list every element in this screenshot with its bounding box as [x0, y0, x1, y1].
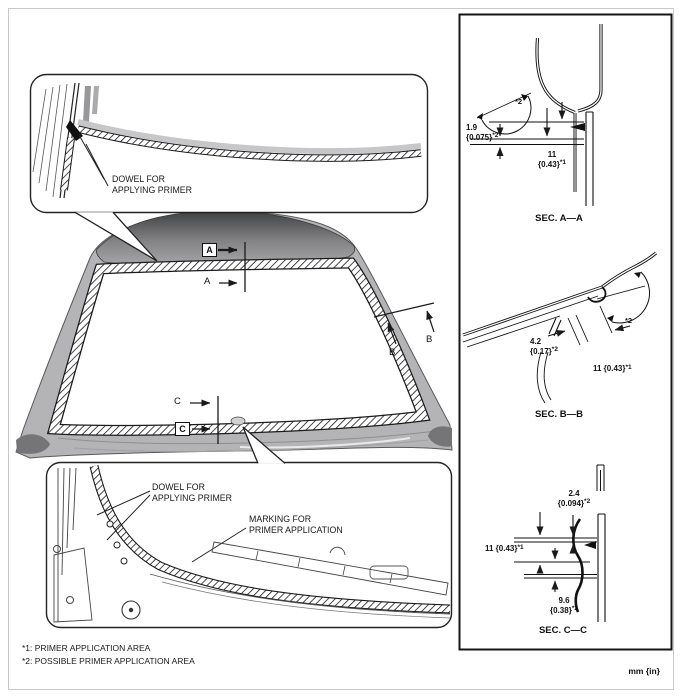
dowel-circle — [107, 521, 113, 527]
marker-b-right: B — [426, 334, 433, 345]
sec-a-angle-note: *2 — [515, 97, 523, 106]
marker-c-boxed: C — [175, 422, 190, 436]
marker-b-left: B — [389, 347, 396, 358]
sec-c-dim-2: 11 $\{0.43\}^{*1}$ — [485, 543, 524, 553]
top-callout — [31, 75, 428, 213]
units-label: mm {in} — [628, 666, 660, 676]
wiper-pivot — [231, 417, 245, 425]
marking-label: MARKING FOR PRIMER APPLICATION — [249, 514, 343, 535]
sec-c-dim-1: 2.4 $\{0.094\}^{*2}$ — [557, 489, 591, 508]
footnote-1: *1: PRIMER APPLICATION AREA — [22, 643, 151, 653]
dowel-circle — [121, 558, 127, 564]
footnote-2: *2: POSSIBLE PRIMER APPLICATION AREA — [22, 656, 195, 666]
sec-b-dim-2: 11 $\{0.43\}^{*1}$ — [593, 363, 632, 373]
sec-b-dim-1: 4.2 $\{0.17\}^{*2}$ — [530, 337, 558, 356]
wiper-crank-center — [129, 608, 133, 612]
dowel-label-top: DOWEL FOR APPLYING PRIMER — [112, 174, 193, 195]
sec-a-dim-2: 11 $\{0.43\}^{*1}$ — [538, 150, 566, 169]
sec-a-caption: SEC. A—A — [535, 213, 583, 224]
dowel-circle — [114, 542, 120, 548]
dowel-label-bottom: DOWEL FOR APPLYING PRIMER — [152, 482, 233, 503]
marker-a-boxed: A — [202, 243, 217, 257]
sec-b-angle-note: *2 — [625, 316, 633, 325]
sec-a-dim-1: 1.9 $\{0.075\}^{*2}$ — [466, 123, 499, 142]
sec-c-caption: SEC. C—C — [538, 625, 588, 636]
sec-c-dim-3: 9.6 $\{0.38\}^{*2}$ — [550, 596, 578, 615]
marker-c-plain: C — [174, 396, 181, 407]
sec-b-caption: SEC. B—B — [534, 409, 584, 420]
bottom-callout — [47, 463, 452, 628]
marker-a-plain: A — [204, 276, 211, 287]
